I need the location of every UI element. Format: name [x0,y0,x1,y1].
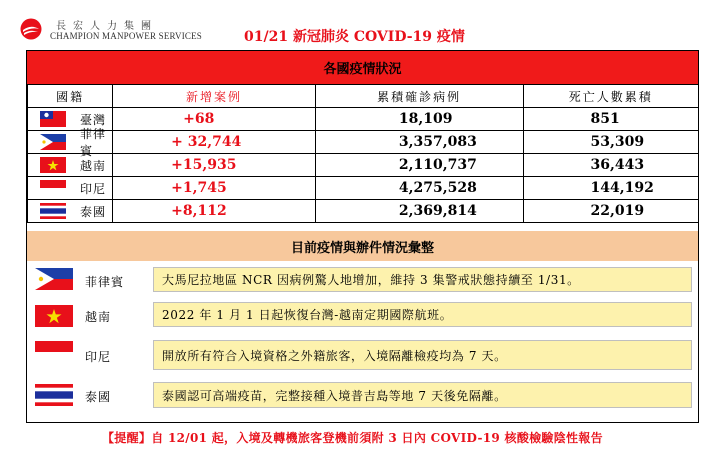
death-count: 144,192 [523,177,699,200]
total-cases: 4,275,528 [315,177,523,200]
policy-row [27,335,698,375]
policy-note: 開放所有符合入境資格之外籍旅客，入境隔離檢疫均為 7 天。 [153,340,692,370]
cases-section-title: 各國疫情狀況 [27,51,698,84]
new-cases: +8,112 [113,200,316,223]
country-name: 印尼 [80,181,107,196]
policy-country-name: 菲律賓 [85,275,125,289]
reminder-note: 【提醒】自 12/01 起，入境及轉機旅客登機前須附 3 日內 COVID-19 核酸檢驗陰性報告 [102,431,603,445]
company-logo-icon [20,18,42,40]
policy-note: 泰國認可高端疫苗，完整接種入境普吉島等地 7 天後免隔離。 [153,382,692,408]
indonesia-flag-icon [35,341,73,363]
country-name: 菲律賓 [80,127,107,158]
column-header: 新增案例 [113,85,316,108]
column-header: 死亡人數累積 [523,85,699,108]
page-title: 01/21 新冠肺炎 COVID-19 疫情 [244,29,465,45]
policy-note: 2022 年 1 月 1 日起恢復台灣-越南定期國際航班。 [153,302,692,327]
policy-country-name: 印尼 [85,350,112,364]
total-cases: 3,357,083 [315,131,523,154]
header [0,0,727,50]
new-cases: +1,745 [113,177,316,200]
table-row [28,154,699,177]
table-header-row [28,85,699,108]
philippines-flag-icon [35,268,73,290]
total-cases: 18,109 [315,108,523,131]
cases-table [27,84,699,223]
table-row [28,177,699,200]
policy-row [27,262,698,297]
column-header: 累積確診病例 [315,85,523,108]
policy-country-name: 越南 [85,310,112,324]
death-count: 36,443 [523,154,699,177]
total-cases: 2,369,814 [315,200,523,223]
death-count: 22,019 [523,200,699,223]
company-name-en: CHAMPION MANPOWER SERVICES [50,31,202,41]
new-cases: + 32,744 [113,131,316,154]
policy-country-name: 泰國 [85,390,112,404]
policy-row [27,297,698,332]
death-count: 53,309 [523,131,699,154]
country-name: 泰國 [80,204,107,219]
table-row [28,200,699,223]
table-row [28,131,699,154]
policy-note: 大馬尼拉地區 NCR 因病例驚人地增加，維持 3 集警戒狀態持續至 1/31。 [153,267,692,292]
company-name-cn: 長宏人力集團 [56,21,158,32]
thailand-flag-icon [35,384,73,406]
taiwan-flag-icon [40,111,66,127]
thailand-flag-icon [40,203,66,219]
policy-section-title: 目前疫情與辦件情況彙整 [27,231,698,261]
total-cases: 2,110,737 [315,154,523,177]
vietnam-flag-icon [35,305,73,327]
country-name: 越南 [80,158,107,173]
philippines-flag-icon [40,134,66,150]
vietnam-flag-icon [40,157,66,173]
country-name: 臺灣 [80,112,107,127]
table-row [28,108,699,131]
new-cases: +15,935 [113,154,316,177]
column-header: 國籍 [28,85,113,108]
policy-row [27,377,698,413]
new-cases: +68 [113,108,316,131]
death-count: 851 [523,108,699,131]
indonesia-flag-icon [40,180,66,196]
